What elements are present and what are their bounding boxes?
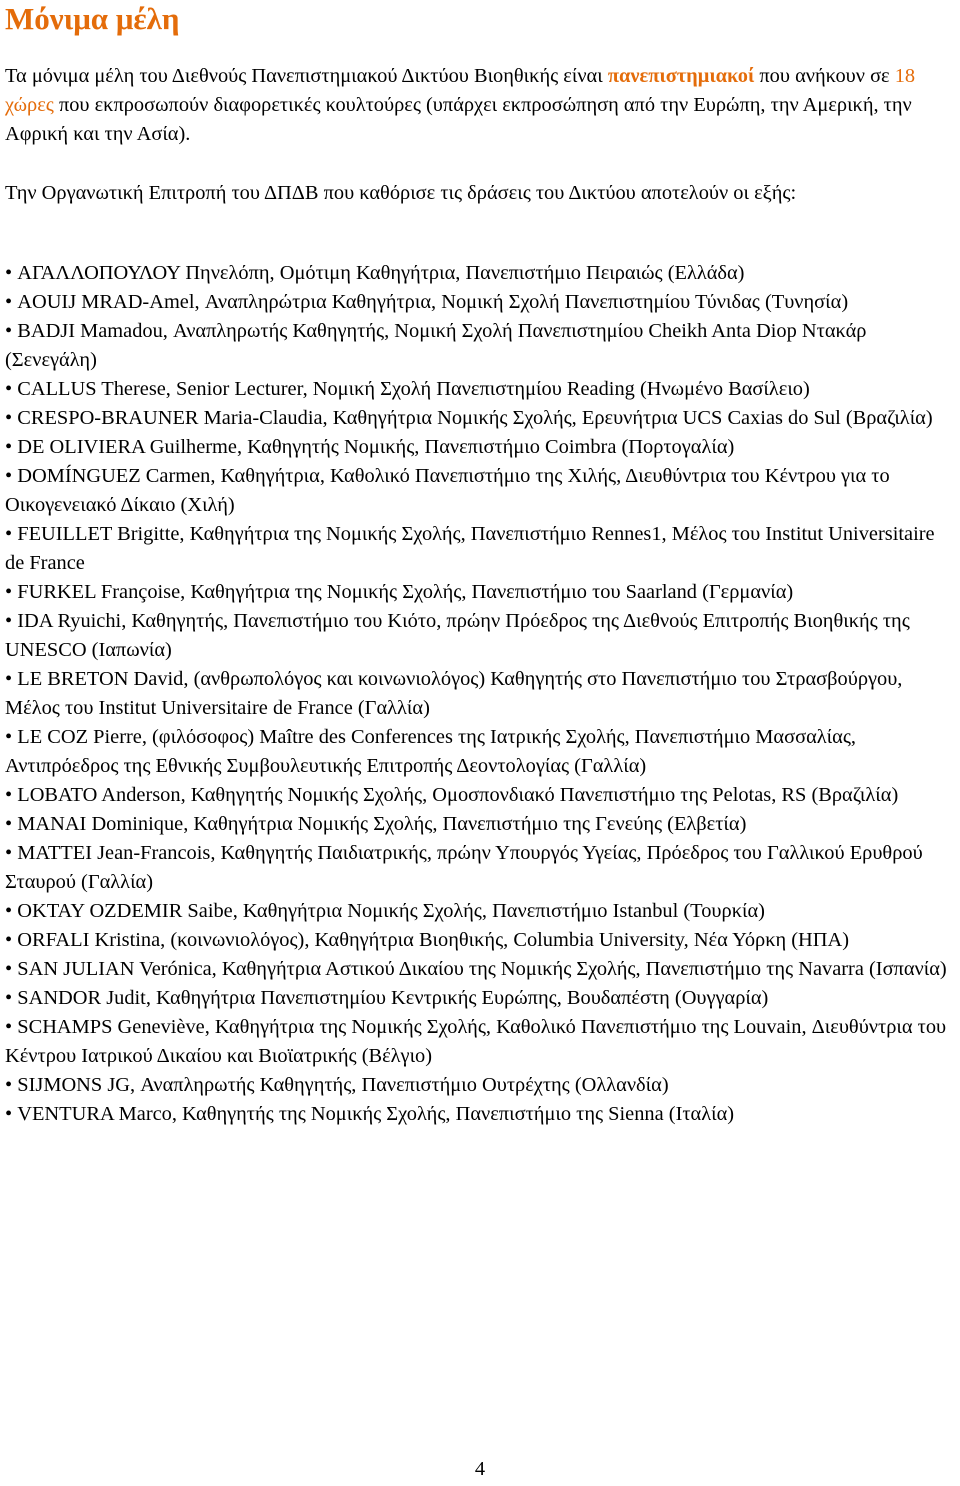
member-list-item: • FURKEL Françoise, Καθηγήτρια της Νομικής Σχολής, Πανεπιστήμιο του Saarland (Γερμανία) (5, 578, 955, 607)
page-number: 4 (474, 1458, 486, 1480)
intro-paragraph (5, 62, 955, 149)
member-list-item: • SANDOR Judit, Καθηγήτρια Πανεπιστημίου Κεντρικής Ευρώπης, Βουδαπέστη (Ουγγαρία) (5, 984, 955, 1013)
intro-highlight-countries: 18 χώρες (5, 65, 916, 116)
member-list-item: • SIJMONS JG, Αναπληρωτής Καθηγητής, Πανεπιστήμιο Ουτρέχτης (Ολλανδία) (5, 1071, 955, 1100)
committee-member-list (5, 259, 955, 1129)
member-list-item: • LOBATO Anderson, Καθηγητής Νομικής Σχολής, Ομοσπονδιακό Πανεπιστήμιο της Pelotas, RS (Βραζιλία) (5, 781, 955, 810)
section-title: Μόνιμα μέλη (5, 1, 180, 36)
member-list-item: • OKTAY OZDEMIR Saibe, Καθηγήτρια Νομικής Σχολής, Πανεπιστήμιο Istanbul (Τουρκία) (5, 897, 955, 926)
intro-text-2: που ανήκουν σε (754, 65, 895, 87)
member-list-item: • CALLUS Therese, Senior Lecturer, Νομική Σχολή Πανεπιστημίου Reading (Ηνωμένο Βασίλειο) (5, 375, 955, 404)
member-list-item: • LE COZ Pierre, (φιλόσοφος) Maître des Conferences της Ιατρικής Σχολής, Πανεπιστήμιο Μασσαλίας, Αντιπρόεδρος της Εθνικής Συμβουλευτικής Επιτροπής Δεοντολογίας (Γαλλία) (5, 723, 955, 781)
member-list-item: • SAN JULIAN Verónica, Καθηγήτρια Αστικού Δικαίου της Νομικής Σχολής, Πανεπιστήμιο της Navarra (Ισπανία) (5, 955, 955, 984)
member-list-item: • DE OLIVIERA Guilherme, Καθηγητής Νομικής, Πανεπιστήμιο Coimbra (Πορτογαλία) (5, 433, 955, 462)
member-list-item: • BADJI Mamadou, Αναπληρωτής Καθηγητής, Νομική Σχολή Πανεπιστημίου Cheikh Anta Diop Ντακάρ (Σενεγάλη) (5, 317, 955, 375)
member-list-item: • DOMÍNGUEZ Carmen, Καθηγήτρια, Καθολικό Πανεπιστήμιο της Χιλής, Διευθύντρια του Κέντρου για το Οικογενειακό Δίκαιο (Χιλή) (5, 462, 955, 520)
member-list-item: • VENTURA Marco, Καθηγητής της Νομικής Σχολής, Πανεπιστήμιο της Sienna (Ιταλία) (5, 1100, 955, 1129)
member-list-item: • MATTEI Jean-Francois, Καθηγητής Παιδιατρικής, πρώην Υπουργός Υγείας, Πρόεδρος του Γαλλικού Ερυθρού Σταυρού (Γαλλία) (5, 839, 955, 897)
intro-text-3: που εκπροσωπούν διαφορετικές κουλτούρες (υπάρχει εκπροσώπηση από την Ευρώπη, την Αμερική, την Αφρική και την Ασία). (5, 94, 912, 145)
member-list-item: • AOUIJ MRAD-Amel, Αναπληρώτρια Καθηγήτρια, Νομική Σχολή Πανεπιστημίου Τύνιδας (Τυνησία) (5, 288, 955, 317)
member-list-item: • FEUILLET Brigitte, Καθηγήτρια της Νομικής Σχολής, Πανεπιστήμιο Rennes1, Μέλος του Institut Universitaire de France (5, 520, 955, 578)
member-list-item: • SCHAMPS Geneviève, Καθηγήτρια της Νομικής Σχολής, Καθολικό Πανεπιστήμιο της Louvain, Διευθύντρια του Κέντρου Ιατρικού Δικαίου και Βιοϊατρικής (Βέλγιο) (5, 1013, 955, 1071)
member-list-item: • ΑΓΑΛΛΟΠΟΥΛΟΥ Πηνελόπη, Ομότιμη Καθηγήτρια, Πανεπιστήμιο Πειραιώς (Ελλάδα) (5, 259, 955, 288)
intro-text-1: Τα μόνιμα μέλη του Διεθνούς Πανεπιστημιακού Δικτύου Βιοηθικής είναι (5, 65, 608, 87)
member-list-item: • MANAI Dominique, Καθηγήτρια Νομικής Σχολής, Πανεπιστήμιο της Γενεύης (Ελβετία) (5, 810, 955, 839)
intro-highlight-academics: πανεπιστημιακοί (607, 65, 755, 87)
member-list-item: • IDA Ryuichi, Καθηγητής, Πανεπιστήμιο του Κιότο, πρώην Πρόεδρος της Διεθνούς Επιτροπής Βιοηθικής της UNESCO (Ιαπωνία) (5, 607, 955, 665)
member-list-item: • CRESPO-BRAUNER Maria-Claudia, Καθηγήτρια Νομικής Σχολής, Ερευνήτρια UCS Caxias do Sul (Βραζιλία) (5, 404, 955, 433)
committee-intro-paragraph: Την Οργανωτική Επιτροπή του ΔΠΔΒ που καθόρισε τις δράσεις του Δικτύου αποτελούν οι εξής: (5, 182, 797, 204)
member-list-item: • ORFALI Kristina, (κοινωνιολόγος), Καθηγήτρια Βιοηθικής, Columbia University, Νέα Υόρκη (ΗΠΑ) (5, 926, 955, 955)
member-list-item: • LE BRETON David, (ανθρωπολόγος και κοινωνιολόγος) Καθηγητής στο Πανεπιστήμιο του Στρασβούργου, Μέλος του Institut Universitaire de France (Γαλλία) (5, 665, 955, 723)
